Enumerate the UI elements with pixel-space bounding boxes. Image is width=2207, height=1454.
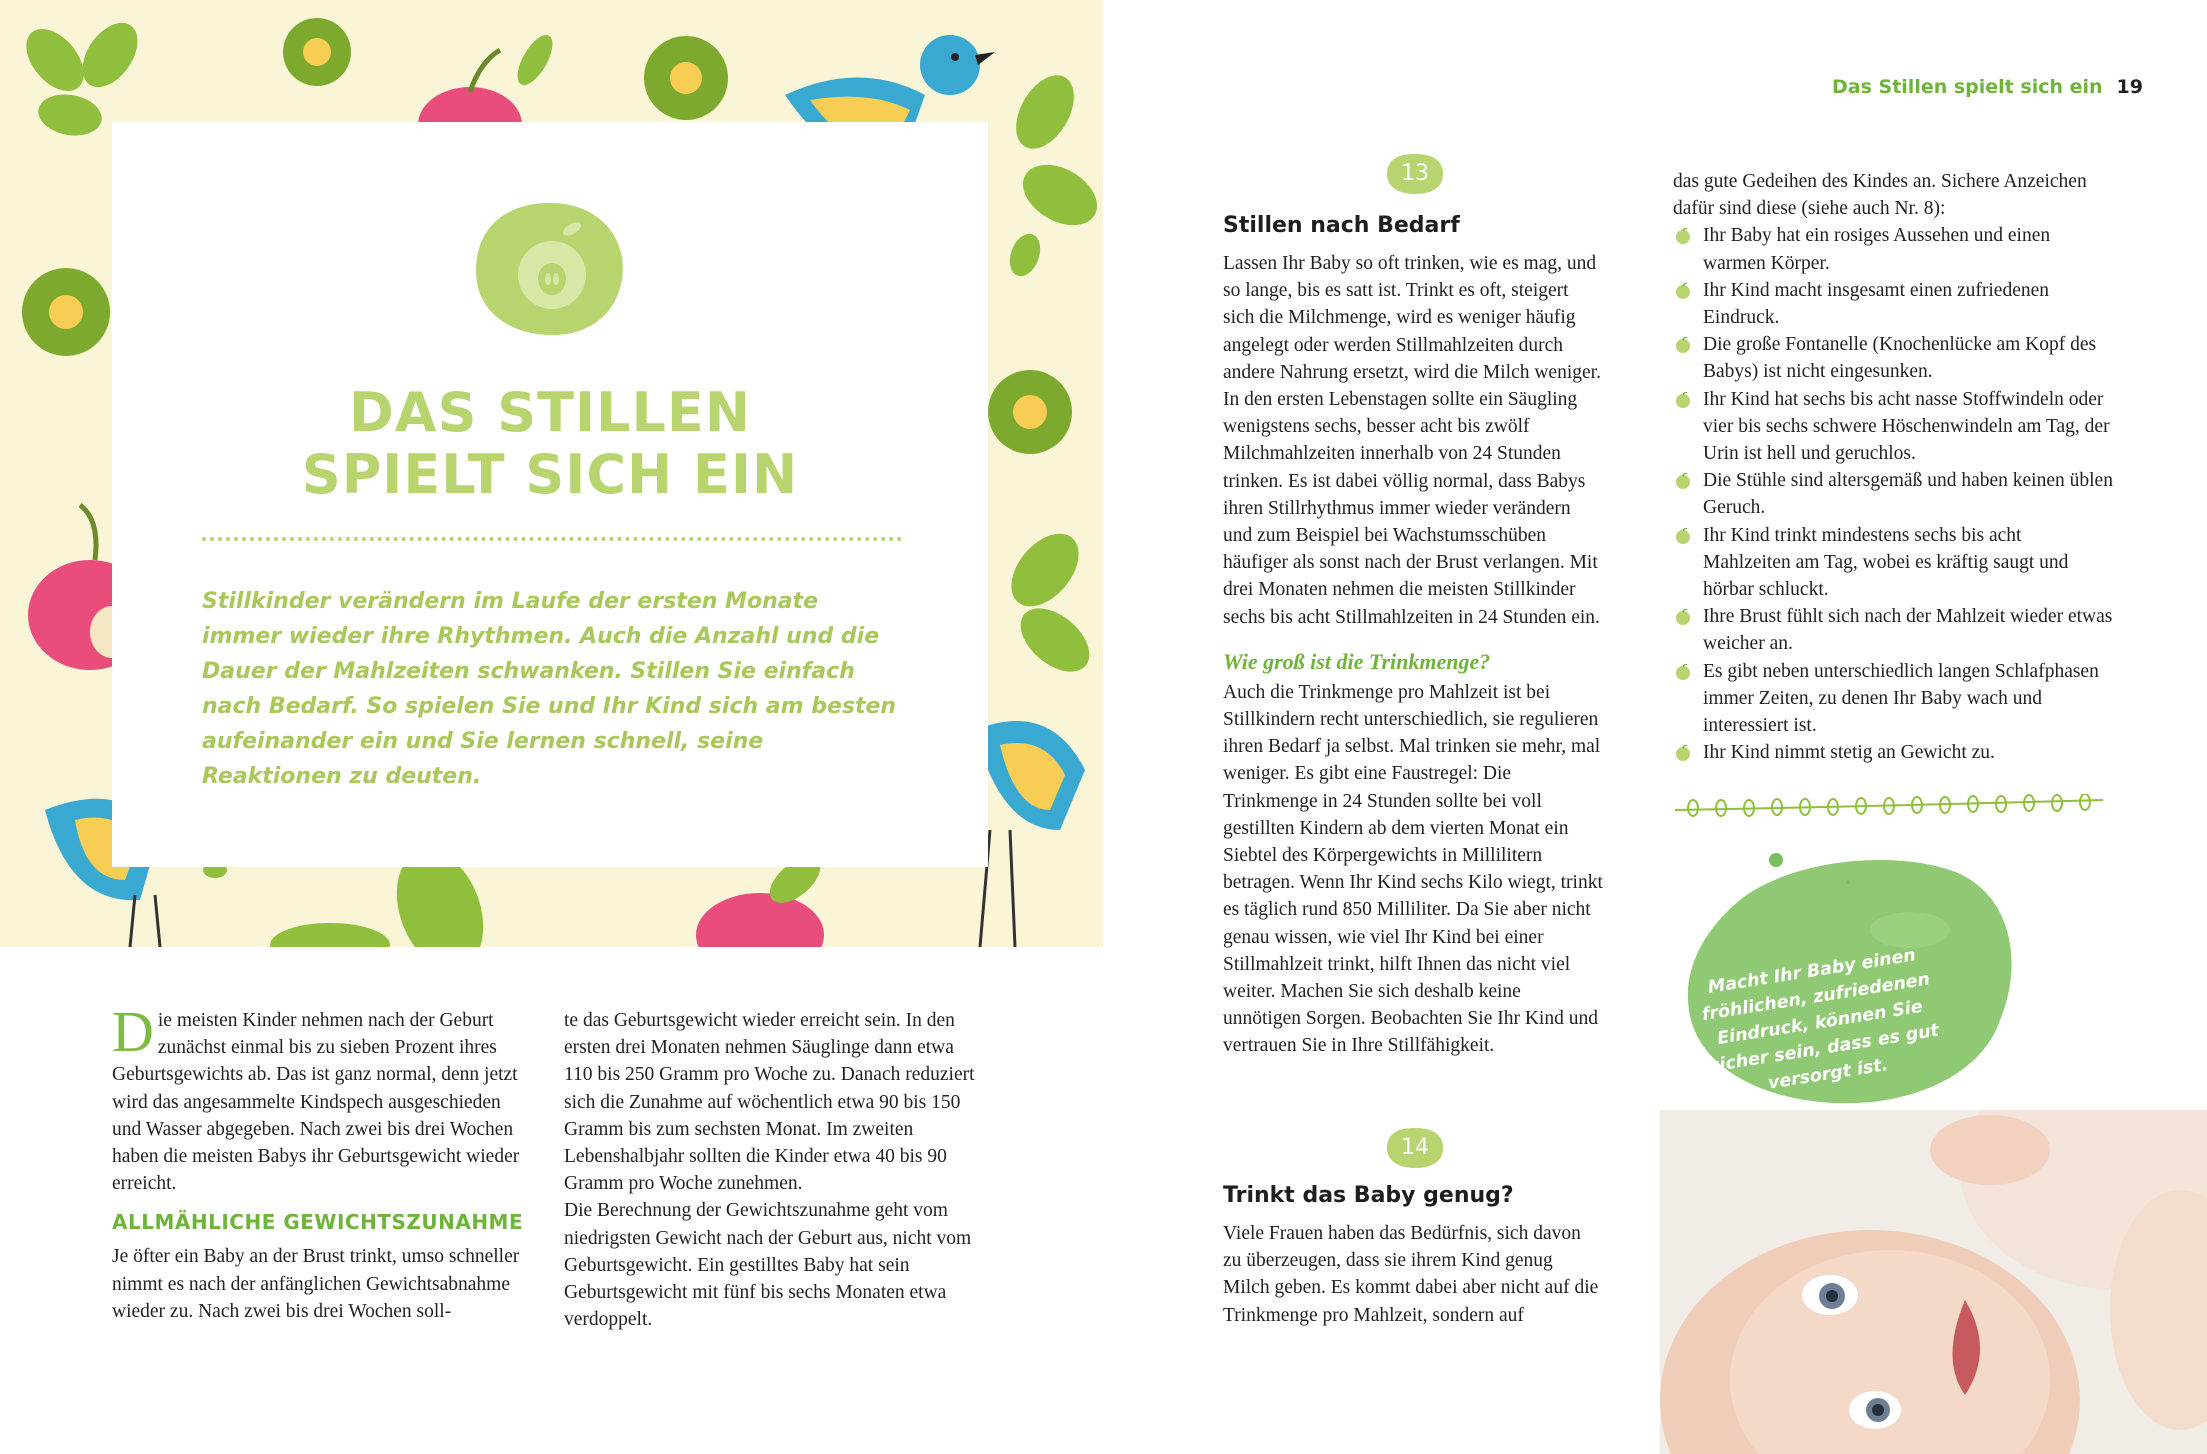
apple-bullet-icon	[1675, 609, 1691, 625]
intake-subheading: Wie groß ist die Trinkmenge?	[1223, 648, 1491, 674]
intro-paragraph-text: ie meisten Kinder nehmen nach der Geburt zunächst einmal bis zu sieben Prozent ihres Geburtsgewichts ab. Das ist ganz normal, denn jetzt wird das angesammelte Kindspech ausgeschieden und Wasser abgegeben. Nach zwei bis drei Wochen haben die meisten Babys ihr Geburtsgewicht wieder erreicht.	[112, 1010, 520, 1195]
apple-bullet-icon	[1675, 473, 1691, 489]
section-number: 13	[1401, 161, 1429, 186]
apple-icon	[470, 199, 630, 339]
list-item-text: Ihr Kind trinkt mindestens sechs bis acht Mahlzeiten am Tag, wobei es kräftig saugt und hörbar schluckt.	[1703, 524, 2069, 601]
weight-gain-subhead: ALLMÄHLICHE GEWICHTSZUNAHME	[112, 1210, 524, 1235]
list-item	[1673, 522, 2113, 604]
baby-image	[1660, 1110, 2207, 1454]
section-number: 14	[1401, 1135, 1429, 1160]
weight-calculation-paragraph: Die Berechnung der Gewichtszunahme geht vom niedrigsten Gewicht nach der Geburt aus, nicht vom Geburtsgewicht. Ein gestilltes Baby hat sein Geburtsgewicht mit fünf bis sechs Monaten etwa verdoppelt.	[564, 1200, 972, 1331]
left-body-column-2	[564, 1007, 984, 1333]
running-head	[1832, 76, 2143, 98]
left-body-column-1	[112, 999, 530, 1325]
list-item	[1673, 331, 2113, 385]
intro-paragraph	[112, 999, 530, 1197]
weight-gain-paragraph: Je öfter ein Baby an der Brust trinkt, umso schneller nimmt es nach der anfänglichen Gewichtsabnahme wieder zu. Nach zwei bis drei Wochen soll-	[112, 1246, 520, 1322]
signs-intro-paragraph: das gute Gedeihen des Kindes an. Sichere Anzeichen dafür sind diese (siehe auch Nr. 8):	[1673, 171, 2087, 220]
baby-photo	[1660, 1110, 2207, 1454]
list-item	[1673, 222, 2113, 276]
page-number: 19	[2116, 76, 2143, 98]
running-head-title: Das Stillen spielt sich ein	[1832, 76, 2103, 98]
decorative-pattern-background	[0, 0, 1103, 947]
apple-bullet-icon	[1675, 745, 1691, 761]
demand-feeding-paragraph: Lassen Ihr Baby so oft trinken, wie es mag, und so lange, bis es satt ist. Trinkt es oft, steigert sich die Milchmenge, wird es weniger häufig angelegt oder werden Stillmahlzeiten durch andere Nahrung ersetzt, wird die Milch weniger. In den ersten Lebenstagen sollte ein Säugling wenigstens sechs, besser acht bis zwölf Milchmahlzeiten innerhalb von 24 Stunden trinken. Es ist dabei völlig normal, dass Babys ihren Stillrhythmus immer wieder verändern und zum Beispiel bei Wachstumsschüben häufiger als sonst nach der Brust verlangen. Mit drei Monaten nehmen die meisten Stillkinder sechs bis acht Stillmahlzeiten in 24 Stunden ein.	[1223, 253, 1601, 628]
chapter-intro-card	[112, 122, 988, 867]
chapter-lead-paragraph: Stillkinder verändern im Laufe der ersten Monate immer wieder ihre Rhythmen. Auch die Anzahl und die Dauer der Mahlzeiten schwanken. Stillen Sie einfach nach Bedarf. So spielen Sie und Ihr Kind sich am besten aufeinander ein und Sie lernen schnell, seine Reaktionen zu deuten.	[202, 589, 897, 789]
list-item	[1673, 739, 2113, 766]
drop-cap: D	[112, 999, 154, 1064]
intake-paragraph: Auch die Trinkmenge pro Mahlzeit ist bei Stillkindern recht unterschiedlich, sie regulieren ihren Bedarf ja selbst. Mal trinken sie mehr, mal weniger. Es gibt eine Faustregel: Die Trinkmenge in 24 Stunden sollte bei voll gestillten Kindern ab dem vierten Monat ein Siebtel des Körpergewichts in Millilitern betragen. Wenn Ihr Kind sechs Kilo wiegt, trinkt es täglich rund 850 Milliliter. Da Sie aber nicht genau wissen, wie viel Ihr Kind bei einer Stillmahlzeit trinkt, hilft Ihnen das nicht viel weiter. Machen Sie sich deshalb keine unnötigen Sorgen. Beobachten Sie Ihr Kind und vertrauen Sie in Ihre Stillfähigkeit.	[1223, 681, 1603, 1057]
list-item-text: Die große Fontanelle (Knochenlücke am Kopf des Babys) ist nicht eingesunken.	[1703, 334, 2097, 383]
section-heading: Stillen nach Bedarf	[1223, 213, 1460, 238]
list-item	[1673, 658, 2113, 740]
list-item	[1673, 277, 2113, 331]
list-item-text: Ihr Kind hat sechs bis acht nasse Stoffwindeln oder vier bis sechs schwere Höschenwindeln am Tag, der Urin ist hell und geruchlos.	[1703, 388, 2110, 465]
vine-divider	[1673, 794, 2105, 822]
apple-bullet-icon	[1675, 228, 1691, 244]
apple-bullet-icon	[1675, 337, 1691, 353]
list-item-text: Ihr Kind macht insgesamt einen zufriedenen Eindruck.	[1703, 279, 2050, 329]
list-item-text: Es gibt neben unterschiedlich langen Schlafphasen immer Zeiten, zu denen Ihr Baby wach und interessiert ist.	[1703, 660, 2099, 737]
list-item-text: Ihr Kind nimmt stetig an Gewicht zu.	[1703, 742, 1995, 764]
apple-bullet-icon	[1675, 528, 1691, 544]
chapter-title-line1: DAS STILLEN	[348, 381, 752, 444]
enough-milk-paragraph: Viele Frauen haben das Bedürfnis, sich davon zu überzeugen, dass sie ihrem Kind genug Milch geben. Es kommt dabei aber nicht auf die Trinkmenge pro Mahlzeit, sondern auf	[1223, 1223, 1599, 1326]
apple-bullet-icon	[1675, 392, 1691, 408]
right-body-column-1	[1223, 212, 1603, 1060]
list-item	[1673, 467, 2113, 521]
list-item-text: Die Stühle sind altersgemäß und haben keinen üblen Geruch.	[1703, 470, 2113, 519]
section-heading: Trinkt das Baby genug?	[1223, 1183, 1514, 1208]
list-item	[1673, 603, 2113, 657]
right-body-column-2	[1673, 168, 2113, 766]
list-item-text: Ihre Brust fühlt sich nach der Mahlzeit wieder etwas weicher an.	[1703, 606, 2113, 655]
apple-bullet-icon	[1675, 283, 1691, 299]
list-item-text: Ihr Baby hat ein rosiges Aussehen und einen warmen Körper.	[1703, 225, 2051, 274]
signs-list	[1673, 222, 2113, 766]
dotted-divider	[202, 537, 902, 541]
chapter-title-line2: SPIELT SICH EIN	[301, 443, 799, 506]
list-item	[1673, 386, 2113, 468]
callout-text: Macht Ihr Baby einen fröhlichen, zufriedenen Eindruck, können Sie sicher sein, dass es gut versorgt ist.	[1700, 945, 1941, 1094]
chapter-title	[112, 382, 988, 506]
right-body-column-1-lower	[1223, 1182, 1603, 1329]
apple-bullet-icon	[1675, 664, 1691, 680]
section-number-badge	[1385, 152, 1445, 196]
weight-continued-paragraph: te das Geburtsgewicht wieder erreicht sein. In den ersten drei Monaten nehmen Säuglinge dann etwa 110 bis 250 Gramm pro Woche zu. Danach reduziert sich die Zunahme auf wöchentlich etwa 90 bis 150 Gramm bis zum sechsten Monat. Im zweiten Lebenshalbjahr sollten die Kinder etwa 40 bis 90 Gramm pro Woche zunehmen.	[564, 1010, 975, 1195]
section-number-badge	[1385, 1126, 1445, 1170]
